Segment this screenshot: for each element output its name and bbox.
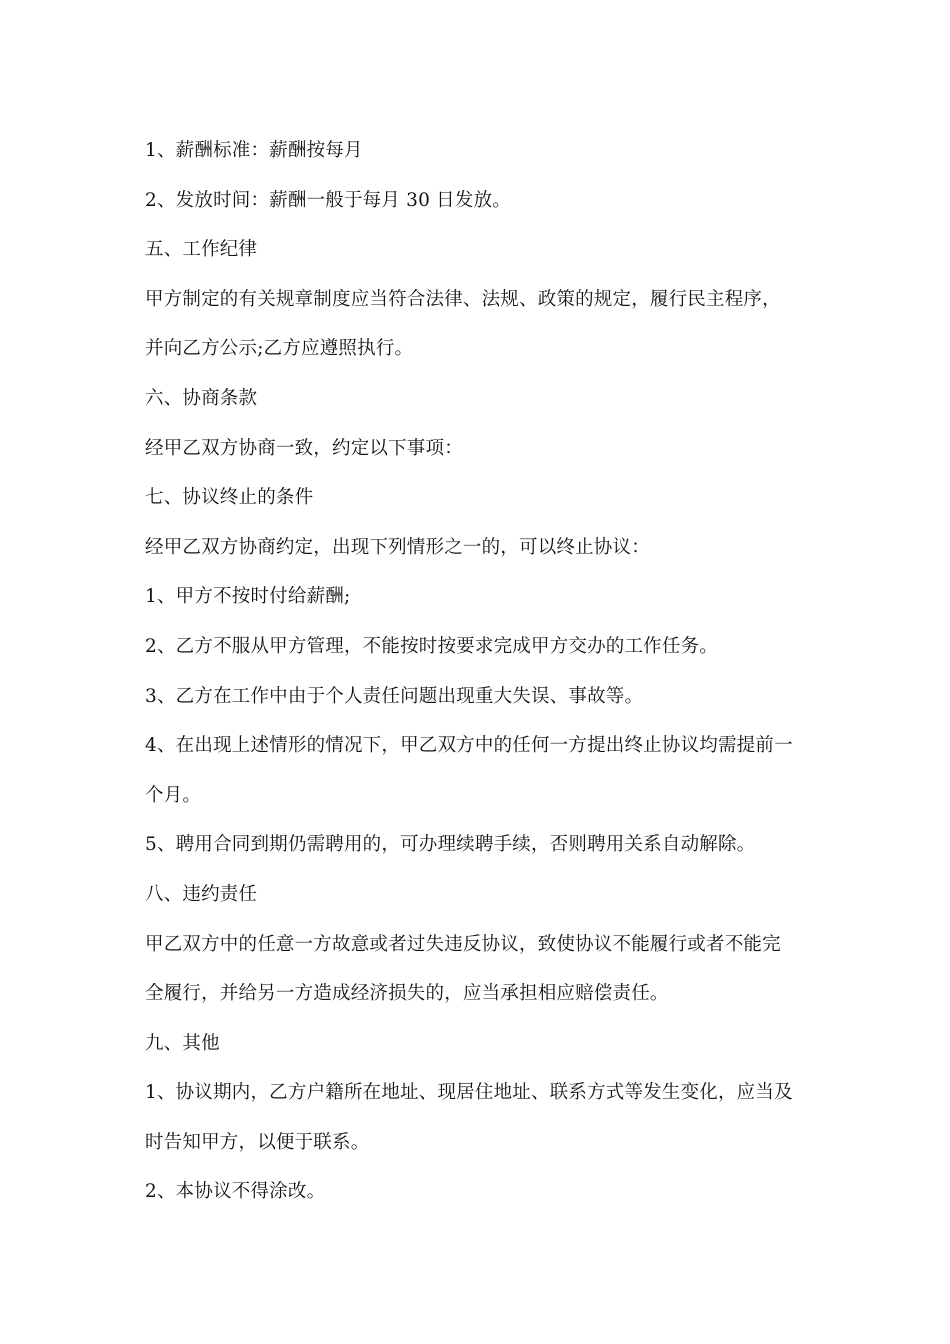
salary-standard-clause: 1、薪酬标准：薪酬按每月: [145, 140, 363, 161]
section-heading-negotiation-terms: 六、协商条款: [145, 387, 258, 409]
list-item: 2、乙方不服从甲方管理，不能按时按要求完成甲方交办的工作任务。: [145, 635, 718, 657]
document-body: [145, 126, 810, 1217]
paragraph-line: 并向乙方公示;乙方应遵照执行。: [145, 338, 414, 360]
paragraph-line: 经甲乙双方协商约定，出现下列情形之一的，可以终止协议：: [145, 536, 650, 558]
list-item: 5、聘用合同到期仍需聘用的，可办理续聘手续，否则聘用关系自动解除。: [145, 834, 756, 856]
list-item: 4、在出现上述情形的情况下，甲乙双方中的任何一方提出终止协议均需提前一: [145, 735, 793, 757]
list-item-continuation: 时告知甲方，以便于联系。: [145, 1131, 370, 1153]
list-item: 2、本协议不得涂改。: [145, 1181, 326, 1203]
section-heading-work-discipline: 五、工作纪律: [145, 239, 258, 261]
section-heading-other: 九、其他: [145, 1032, 220, 1054]
paragraph-line: 甲乙双方中的任意一方故意或者过失违反协议，致使协议不能履行或者不能完: [145, 933, 781, 955]
list-item: 1、甲方不按时付给薪酬;: [145, 586, 351, 608]
list-item-continuation: 个月。: [145, 784, 202, 806]
paragraph-line: 经甲乙双方协商一致，约定以下事项：: [145, 437, 463, 459]
list-item: 3、乙方在工作中由于个人责任问题出现重大失误、事故等。: [145, 685, 644, 707]
list-item: 1、协议期内，乙方户籍所在地址、现居住地址、联系方式等发生变化，应当及: [145, 1082, 793, 1104]
section-heading-termination-conditions: 七、协议终止的条件: [145, 487, 314, 509]
section-heading-liability: 八、违约责任: [145, 883, 258, 905]
paragraph-line: 甲方制定的有关规章制度应当符合法律、法规、政策的规定，履行民主程序，: [145, 288, 781, 310]
payment-time-clause: 2、发放时间：薪酬一般于每月 30 日发放。: [145, 189, 511, 211]
paragraph-line: 全履行，并给另一方造成经济损失的，应当承担相应赔偿责任。: [145, 983, 669, 1005]
